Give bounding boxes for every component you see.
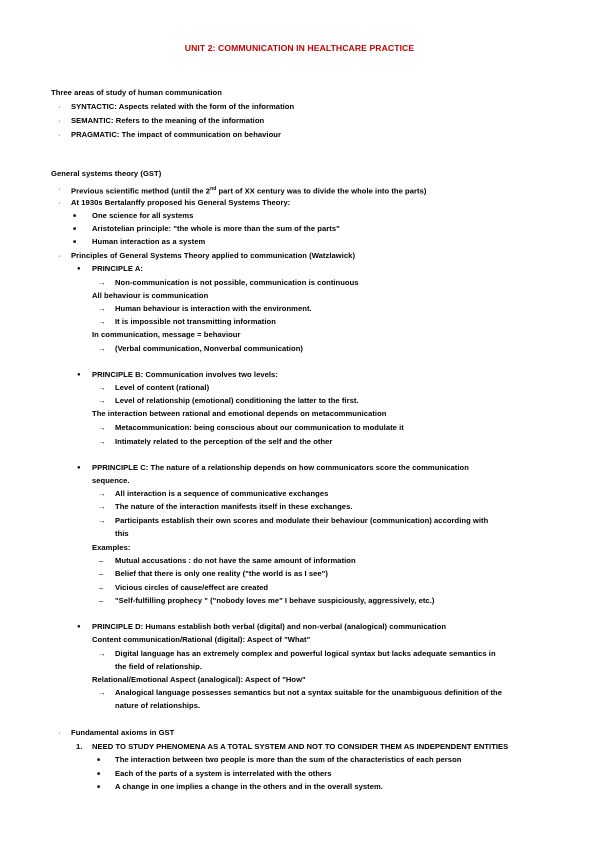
principle-b-arrow: Metacommunication: being conscious about our communication to modulate it xyxy=(115,423,404,432)
page-title: UNIT 2: COMMUNICATION IN HEALTHCARE PRACTICE xyxy=(184,43,415,53)
dot-bullet: · xyxy=(58,184,61,193)
axiom-item: Each of the parts of a system is interrelated with the others xyxy=(115,769,332,778)
example-item: Mutual accusations : do not have the same amount of information xyxy=(115,556,356,565)
example-item: "Self-fulfilling prophecy " ("nobody loves me" I behave suspiciously, aggressively, etc.) xyxy=(115,596,435,605)
circle-bullet: ● xyxy=(77,465,81,471)
principle-a-arrow: (Verbal communication, Nonverbal communication) xyxy=(115,344,304,353)
circle-bullet: ● xyxy=(77,372,81,378)
examples-label: Examples: xyxy=(92,543,131,552)
principle-b-arrow: Intimately related to the perception of the self and the other xyxy=(115,437,333,446)
dash-bullet: – xyxy=(99,596,104,605)
gst-principles-intro: Principles of General Systems Theory applied to communication (Watzlawick) xyxy=(71,251,356,260)
principle-c-label-cont: sequence. xyxy=(92,476,130,485)
principle-b-label: PRINCIPLE B: Communication involves two levels: xyxy=(92,370,278,379)
previous-text-end: part of XX century was to divide the whole into the parts) xyxy=(216,186,427,196)
circle-bullet: ● xyxy=(77,624,81,630)
principle-d-label: PRINCIPLE D: Humans establish both verbal (digital) and non-verbal (analogical) communication xyxy=(92,622,447,631)
square-bullet: ■ xyxy=(97,771,101,777)
principle-a-sub: In communication, message = behaviour xyxy=(92,330,241,339)
axiom-item: The interaction between two people is more than the sum of the characteristics of each person xyxy=(115,755,462,764)
dot-bullet: · xyxy=(58,130,61,139)
areas-item: PRAGMATIC: The impact of communication on behaviour xyxy=(71,130,281,139)
principle-d-arrow-cont: the field of relationship. xyxy=(115,662,202,671)
arrow-icon: → xyxy=(98,423,106,432)
principle-a-arrow: It is impossible not transmitting information xyxy=(115,317,276,326)
principle-a-sub: All behaviour is communication xyxy=(92,291,209,300)
principle-c-arrow: Participants establish their own scores and modulate their behaviour (communication) according with xyxy=(115,516,489,525)
arrow-icon: → xyxy=(98,516,106,525)
arrow-icon: → xyxy=(98,649,106,658)
bertalanffy-item: One science for all systems xyxy=(92,211,194,220)
dash-bullet: – xyxy=(99,569,104,578)
axiom-number: 1. xyxy=(76,742,83,751)
dot-bullet: · xyxy=(58,116,61,125)
dot-bullet: · xyxy=(58,728,61,737)
principle-a-label: PRINCIPLE A: xyxy=(92,264,143,273)
square-bullet: ■ xyxy=(97,757,101,763)
dot-bullet: · xyxy=(58,251,61,260)
principle-d-arrow-cont: nature of relationships. xyxy=(115,701,201,710)
square-bullet: ■ xyxy=(73,239,77,245)
bertalanffy-item: Human interaction as a system xyxy=(92,237,206,246)
gst-previous-method xyxy=(71,184,426,197)
example-item: Belief that there is only one reality ("the world is as I see") xyxy=(115,569,328,578)
square-bullet: ■ xyxy=(73,213,77,219)
gst-heading: General systems theory (GST) xyxy=(51,169,162,178)
square-bullet: ■ xyxy=(73,226,77,232)
principle-d-arrow: Analogical language possesses semantics but not a syntax suitable for the unambiguous definition of the xyxy=(115,688,503,697)
axiom-item: A change in one implies a change in the others and in the overall system. xyxy=(115,782,383,791)
principle-b-arrow: Level of relationship (emotional) conditioning the latter to the first. xyxy=(115,396,359,405)
axiom-first: NEED TO STUDY PHENOMENA AS A TOTAL SYSTEM AND NOT TO CONSIDER THEM AS INDEPENDENT ENTITIES xyxy=(92,742,509,751)
arrow-icon: → xyxy=(98,278,106,287)
principle-d-relational: Relational/Emotional Aspect (analogical): Aspect of "How" xyxy=(92,675,306,684)
arrow-icon: → xyxy=(98,304,106,313)
arrow-icon: → xyxy=(98,317,106,326)
previous-text: Previous scientific method (until the 2 xyxy=(71,186,211,196)
principle-c-arrow: All interaction is a sequence of communicative exchanges xyxy=(115,489,329,498)
circle-bullet: ● xyxy=(77,266,81,272)
dot-bullet: · xyxy=(58,198,61,207)
principle-b-sub: The interaction between rational and emotional depends on metacommunication xyxy=(92,409,387,418)
principle-b-arrow: Level of content (rational) xyxy=(115,383,210,392)
principle-c-arrow-cont: this xyxy=(115,529,129,538)
example-item: Vicious circles of cause/effect are created xyxy=(115,583,269,592)
dash-bullet: – xyxy=(99,556,104,565)
bertalanffy-item: Aristotelian principle: "the whole is more than the sum of the parts" xyxy=(92,224,340,233)
arrow-icon: → xyxy=(98,489,106,498)
principle-d-arrow: Digital language has an extremely complex and powerful logical syntax but lacks adequate semantics in xyxy=(115,649,496,658)
arrow-icon: → xyxy=(98,344,106,353)
principle-a-arrow: Non-communication is not possible, communication is continuous xyxy=(115,278,359,287)
ordinal-sup: nd xyxy=(210,186,217,192)
principle-a-arrow: Human behaviour is interaction with the environment. xyxy=(115,304,312,313)
areas-heading: Three areas of study of human communication xyxy=(51,88,222,97)
arrow-icon: → xyxy=(98,383,106,392)
arrow-icon: → xyxy=(98,688,106,697)
dash-bullet: – xyxy=(99,583,104,592)
square-bullet: ■ xyxy=(97,784,101,790)
areas-item: SYNTACTIC: Aspects related with the form of the information xyxy=(71,102,295,111)
axioms-heading: Fundamental axioms in GST xyxy=(71,728,175,737)
principle-d-content: Content communication/Rational (digital): Aspect of "What" xyxy=(92,635,311,644)
areas-item: SEMANTIC: Refers to the meaning of the information xyxy=(71,116,265,125)
arrow-icon: → xyxy=(98,502,106,511)
arrow-icon: → xyxy=(98,437,106,446)
principle-c-label: PPRINCIPLE C: The nature of a relationship depends on how communicators score the communication xyxy=(92,463,469,472)
arrow-icon: → xyxy=(98,396,106,405)
gst-bertalanffy: At 1930s Bertalanffy proposed his General Systems Theory: xyxy=(71,198,291,207)
dot-bullet: · xyxy=(58,102,61,111)
principle-c-arrow: The nature of the interaction manifests itself in these exchanges. xyxy=(115,502,353,511)
